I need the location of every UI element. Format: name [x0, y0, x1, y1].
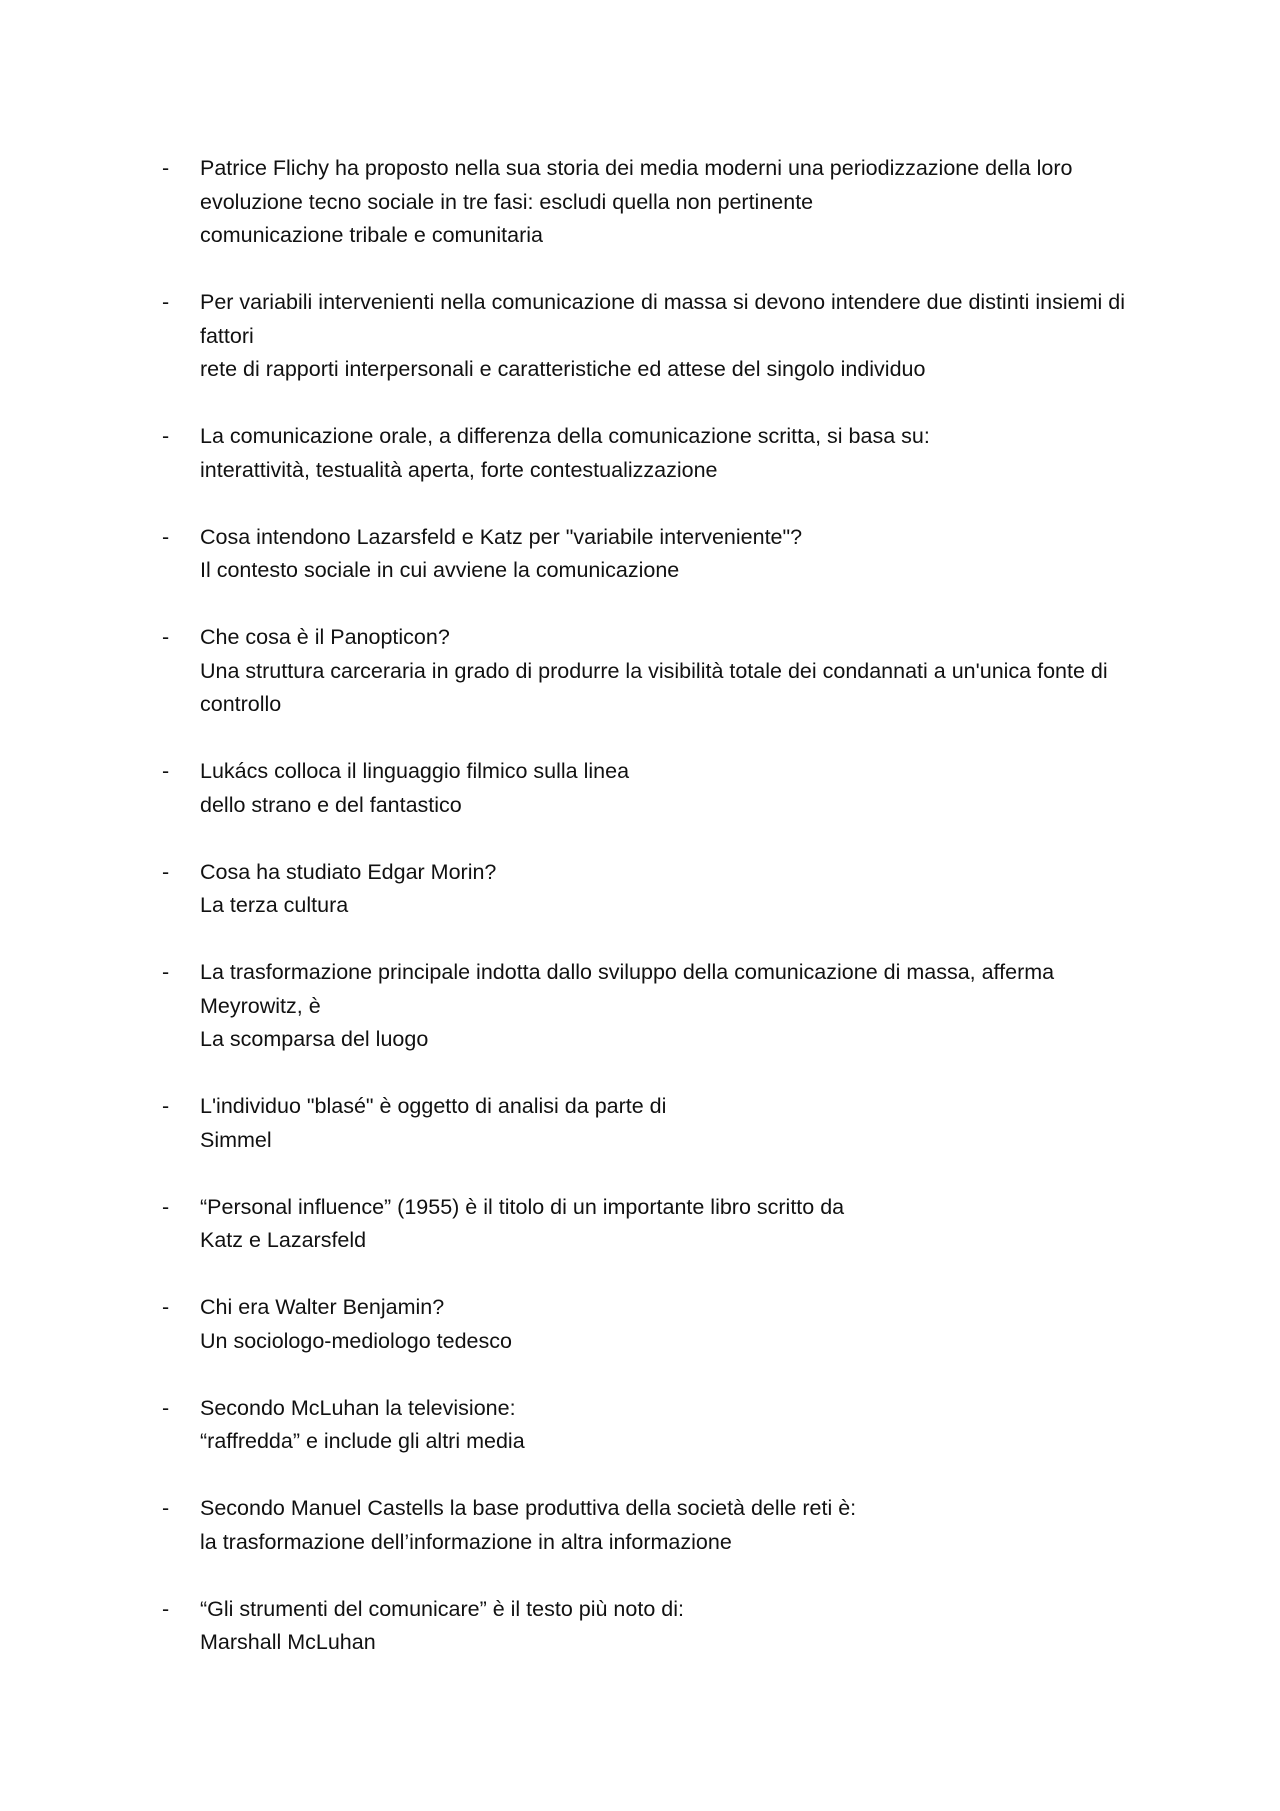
question-text: Chi era Walter Benjamin? — [200, 1295, 445, 1319]
question-text: Patrice Flichy ha proposto nella sua storia dei media moderni una periodizzazione della loro evoluzione tecno sociale in tre fasi: escludi quella non pertinente — [200, 156, 1073, 214]
list-item — [160, 1593, 1150, 1660]
question-text: Lukács colloca il linguaggio filmico sulla linea — [200, 759, 630, 783]
list-item — [160, 286, 1150, 387]
list-item — [160, 856, 1150, 923]
question-text: L'individuo "blasé" è oggetto di analisi da parte di — [200, 1094, 667, 1118]
bullet-dash: - — [162, 1194, 170, 1219]
bullet-dash: - — [162, 1496, 170, 1520]
bullet-dash: - — [162, 424, 170, 448]
answer-text: dello strano e del fantastico — [200, 792, 462, 817]
question-text: Per variabili intervenienti nella comunicazione di massa si devono intendere due distinti insiemi di fattori — [200, 290, 1125, 348]
answer-text: interattività, testualità aperta, forte contestualizzazione — [200, 457, 718, 482]
question-text: “Gli strumenti del comunicare” è il testo più noto di: — [200, 1596, 684, 1621]
bullet-dash: - — [162, 960, 170, 984]
question-text: La trasformazione principale indotta dallo sviluppo della comunicazione di massa, afferma Meyrowitz, è — [200, 960, 1055, 1018]
list-item — [160, 1492, 1150, 1559]
list-item — [160, 420, 1150, 487]
bullet-dash: - — [162, 859, 170, 884]
question-text: Cosa intendono Lazarsfeld e Katz per "variabile interveniente"? — [200, 524, 803, 549]
list-item — [160, 1392, 1150, 1459]
bullet-dash: - — [162, 625, 170, 649]
question-text: Secondo Manuel Castells la base produttiva della società delle reti è: — [200, 1496, 857, 1520]
bullet-dash: - — [162, 156, 170, 180]
answer-text: La scomparsa del luogo — [200, 1027, 429, 1051]
bullet-dash: - — [162, 1596, 170, 1621]
list-item — [160, 956, 1150, 1057]
list-item — [160, 521, 1150, 588]
list-item — [160, 621, 1150, 722]
question-text: La comunicazione orale, a differenza della comunicazione scritta, si basa su: — [200, 424, 930, 448]
answer-text: Marshall McLuhan — [200, 1630, 376, 1654]
bullet-dash: - — [162, 524, 170, 549]
list-item — [160, 152, 1150, 253]
answer-text: La terza cultura — [200, 893, 349, 917]
answer-text: Katz e Lazarsfeld — [200, 1228, 367, 1252]
list-item — [160, 755, 1150, 822]
answer-text: Un sociologo-mediologo tedesco — [200, 1328, 512, 1353]
bullet-dash: - — [162, 1094, 170, 1118]
bullet-dash: - — [162, 290, 170, 314]
question-text: “Personal influence” (1955) è il titolo di un importante libro scritto da — [200, 1194, 845, 1219]
answer-text: “raffredda” e include gli altri media — [200, 1429, 525, 1453]
answer-text: la trasformazione dell’informazione in altra informazione — [200, 1529, 732, 1554]
answer-text: Simmel — [200, 1127, 272, 1152]
answer-text: comunicazione tribale e comunitaria — [200, 223, 543, 247]
answer-text: Una struttura carceraria in grado di produrre la visibilità totale dei condannati a un'unica fonte di controllo — [200, 658, 1108, 716]
answer-text: rete di rapporti interpersonali e caratteristiche ed attese del singolo individuo — [200, 357, 926, 381]
question-text: Che cosa è il Panopticon? — [200, 625, 450, 649]
bullet-dash: - — [162, 1395, 170, 1420]
list-item — [160, 1291, 1150, 1358]
list-item — [160, 1191, 1150, 1258]
answer-text: Il contesto sociale in cui avviene la comunicazione — [200, 558, 680, 582]
question-text: Secondo McLuhan la televisione: — [200, 1395, 516, 1420]
bullet-dash: - — [162, 1295, 170, 1319]
question-text: Cosa ha studiato Edgar Morin? — [200, 859, 497, 884]
list-item — [160, 1090, 1150, 1157]
bullet-dash: - — [162, 759, 170, 783]
question-answer-list — [160, 152, 1150, 1693]
